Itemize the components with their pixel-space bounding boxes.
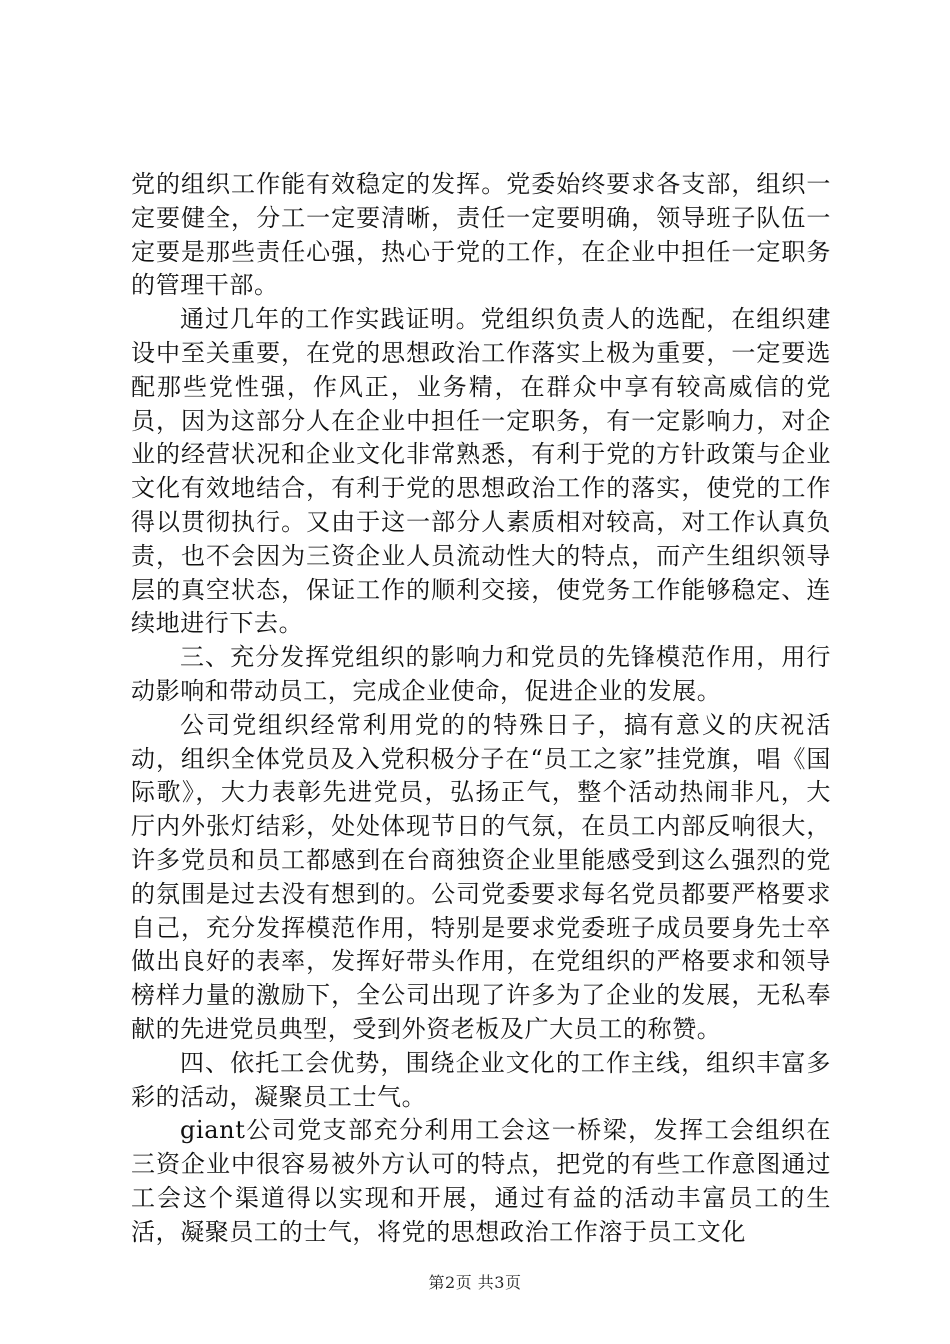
paragraph-4: 公司党组织经常利用党的的特殊日子，搞有意义的庆祝活动，组织全体党员及入党积极分子在“员工之家”挂党旗，唱《国际歌》，大力表彰先进党员，弘扬正气，整个活动热闹非凡，大厅内外张灯结彩，处处体现节日的气氛，在员工内部反响很大，许多党员和员工都感到在台商独资企业里能感受到这么强烈的党的氛围是过去没有想到的。公司党委要求每名党员都要严格要求自己，充分发挥模范作用，特别是要求党委班子成员要身先士卒做出良好的表率，发挥好带头作用，在党组织的严格要求和领导榜样力量的激励下，全公司出现了许多为了企业的发展，无私奉献的先进党员典型，受到外资老板及广大员工的称赞。 bbox=[131, 710, 831, 1043]
document-body bbox=[131, 168, 831, 1250]
paragraph-5-heading: 四、依托工会优势，围绕企业文化的工作主线，组织丰富多彩的活动，凝聚员工士气。 bbox=[131, 1048, 831, 1111]
paragraph-6: giant公司党支部充分利用工会这一桥梁，发挥工会组织在三资企业中很容易被外方认可的特点，把党的有些工作意图通过工会这个渠道得以实现和开展，通过有益的活动丰富员工的生活，凝聚员工的士气，将党的思想政治工作溶于员工文化 bbox=[131, 1116, 831, 1246]
paragraph-1: 党的组织工作能有效稳定的发挥。党委始终要求各支部，组织一定要健全，分工一定要清晰，责任一定要明确，领导班子队伍一定要是那些责任心强，热心于党的工作，在企业中担任一定职务的管理干部。 bbox=[131, 170, 831, 300]
paragraph-2: 通过几年的工作实践证明。党组织负责人的选配，在组织建设中至关重要，在党的思想政治工作落实上极为重要，一定要选配那些党性强，作风正，业务精，在群众中享有较高威信的党员，因为这部分人在企业中担任一定职务，有一定影响力，对企业的经营状况和企业文化非常熟悉，有利于党的方针政策与企业文化有效地结合，有利于党的思想政治工作的落实，使党的工作得以贯彻执行。又由于这一部分人素质相对较高，对工作认真负责，也不会因为三资企业人员流动性大的特点，而产生组织领导层的真空状态，保证工作的顺利交接，使党务工作能够稳定、连续地进行下去。 bbox=[131, 305, 831, 638]
paragraph-3-heading: 三、充分发挥党组织的影响力和党员的先锋模范作用，用行动影响和带动员工，完成企业使命，促进企业的发展。 bbox=[131, 643, 831, 705]
page-footer: 第2页 共3页 bbox=[428, 1273, 522, 1292]
